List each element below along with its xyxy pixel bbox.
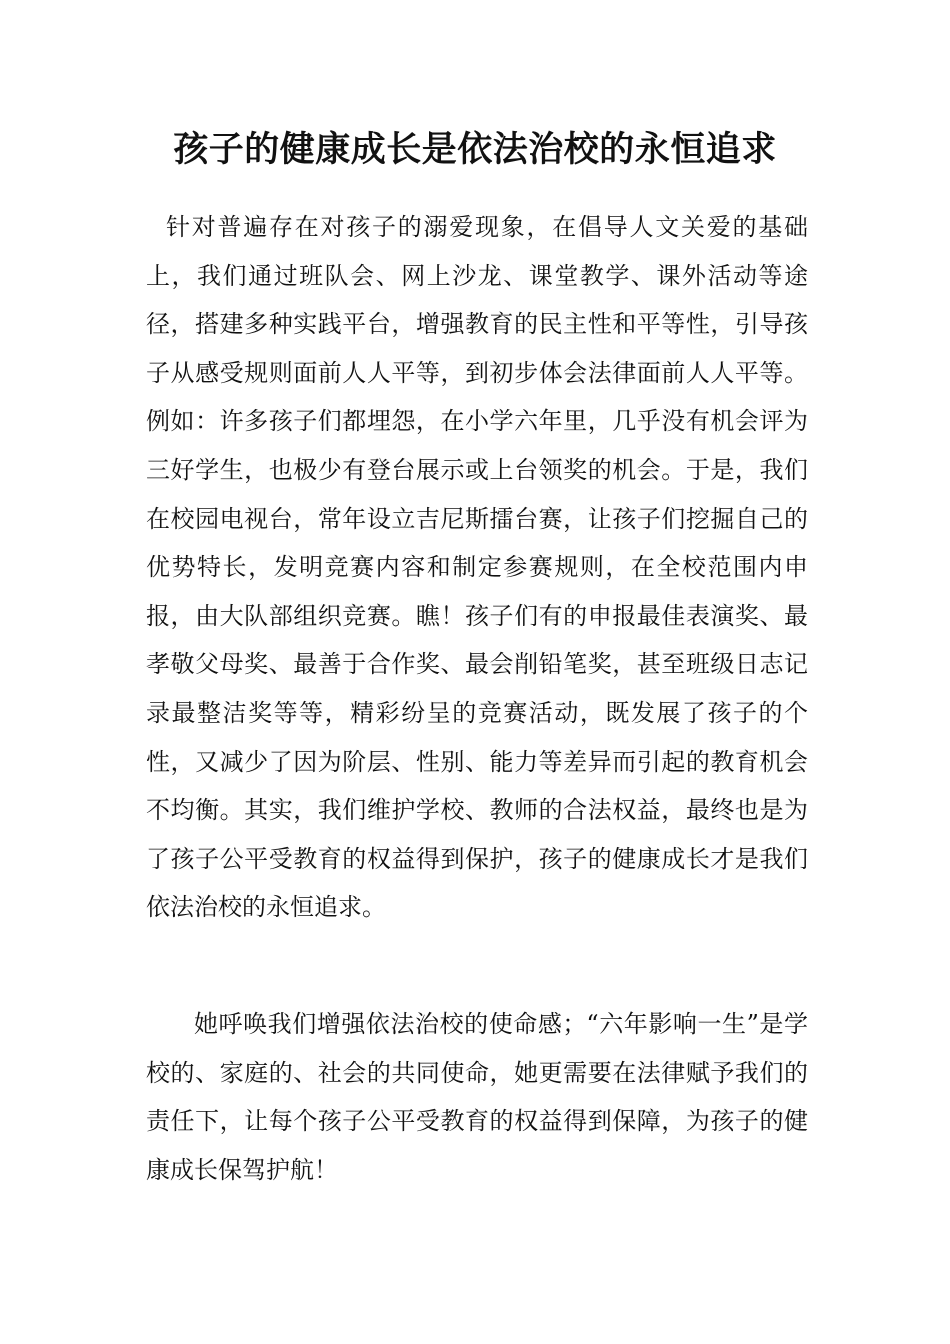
body-paragraph-1: 针对普遍存在对孩子的溺爱现象，在倡导人文关爱的基础上，我们通过班队会、网上沙龙、课堂教学、课外活动等途径，搭建多种实践平台，增强教育的民主性和平等性，引导孩子从感受规则面前人人平等，到初步体会法律面前人人平等。例如：许多孩子们都埋怨，在小学六年里，几乎没有机会评为三好学生，也极少有登台展示或上台领奖的机会。于是，我们在校园电视台，常年设立吉尼斯擂台赛，让孩子们挖掘自己的优势特长，发明竞赛内容和制定参赛规则，在全校范围内申报，由大队部组织竞赛。瞧！孩子们有的申报最佳表演奖、最孝敬父母奖、最善于合作奖、最会削铅笔奖，甚至班级日志记录最整洁奖等等，精彩纷呈的竞赛活动，既发展了孩子的个性，又减少了因为阶层、性别、能力等差异而引起的教育机会不均衡。其实，我们维护学校、教师的合法权益，最终也是为了孩子公平受教育的权益得到保护，孩子的健康成长才是我们依法治校的永恒追求。	[146, 213, 808, 922]
body-paragraph-2: 她呼唤我们增强依法治校的使命感；“六年影响一生”是学校的、家庭的、社会的共同使命，她更需要在法律赋予我们的责任下，让每个孩子公平受教育的权益得到保障，为孩子的健康成长保驾护航！	[146, 1010, 808, 1184]
document-title: 孩子的健康成长是依法治校的永恒追求	[173, 129, 777, 170]
